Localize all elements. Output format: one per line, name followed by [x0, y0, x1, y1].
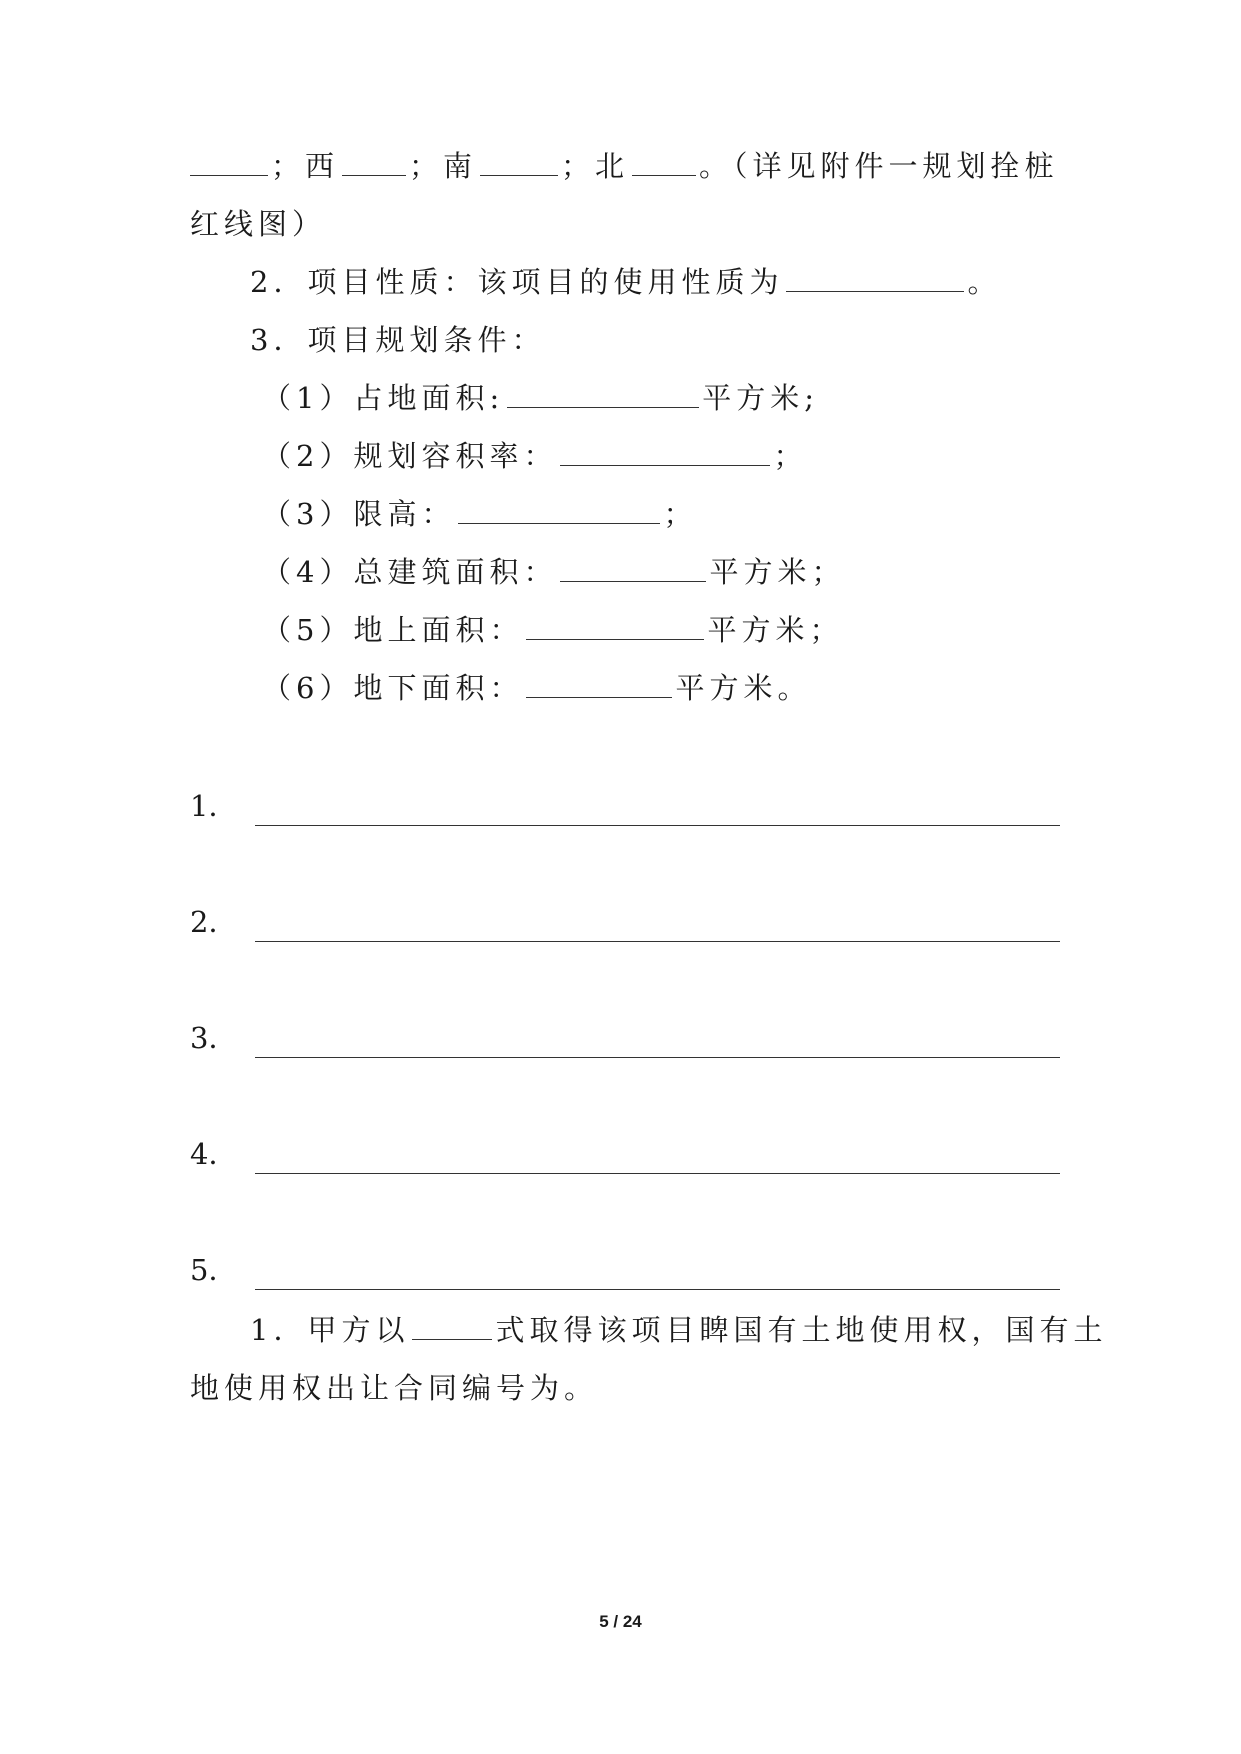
- fill-line: [255, 799, 1060, 826]
- planning-conditions-heading: 3．项目规划条件：: [250, 323, 546, 357]
- above-ground-line: [262, 610, 1132, 650]
- below-ground-blank: [526, 669, 672, 698]
- fill-line: [255, 1263, 1060, 1290]
- numbered-blank-1: [190, 786, 1060, 826]
- land-area-line: [262, 378, 1132, 418]
- east-blank: [190, 147, 268, 176]
- numbered-blank-2: [190, 902, 1060, 942]
- south-blank: [480, 147, 558, 176]
- land-area-blank: [507, 379, 699, 408]
- north-label: ；北: [561, 149, 630, 183]
- boundary-line: [190, 146, 1060, 186]
- height-limit-end: ；: [663, 497, 698, 531]
- land-use-text: 式取得该项目睥国有土地使用权，国有土: [495, 1313, 1108, 1347]
- north-blank: [632, 147, 696, 176]
- item-number: 4．: [190, 1137, 238, 1171]
- project-nature-end: 。: [967, 265, 1002, 299]
- redline-text: 红线图）: [190, 207, 327, 241]
- plot-ratio-end: ；: [773, 439, 808, 473]
- above-ground-label: （5）地上面积：: [262, 613, 524, 647]
- land-use-paragraph-line2: 地使用权出让合同编号为。: [190, 1371, 599, 1405]
- annex-reference: 。（详见附件一规划拴桩: [699, 149, 1059, 183]
- land-use-label: 1．甲方以: [250, 1313, 410, 1347]
- below-ground-unit: 平方米。: [675, 671, 812, 705]
- total-area-unit: 平方米；: [709, 555, 846, 589]
- land-use-paragraph-line1: [250, 1310, 1120, 1350]
- acquisition-method-blank: [412, 1311, 492, 1340]
- total-area-line: [262, 552, 1132, 592]
- project-nature-label: 2．项目性质：该项目的使用性质为: [250, 265, 784, 299]
- above-ground-blank: [526, 611, 704, 640]
- item-number: 1．: [190, 789, 238, 823]
- numbered-blank-5: [190, 1250, 1060, 1290]
- plot-ratio-label: （2）规划容积率：: [262, 439, 558, 473]
- numbered-blank-3: [190, 1018, 1060, 1058]
- above-ground-unit: 平方米；: [707, 613, 844, 647]
- item-number: 3．: [190, 1021, 238, 1055]
- page-number: 5 / 24: [599, 1612, 642, 1631]
- land-area-label: （1）占地面积:: [262, 381, 505, 415]
- height-limit-line: [262, 494, 1132, 534]
- west-blank: [342, 147, 406, 176]
- below-ground-label: （6）地下面积：: [262, 671, 524, 705]
- fill-line: [255, 1147, 1060, 1174]
- height-limit-label: （3）限高：: [262, 497, 456, 531]
- item-number: 2．: [190, 905, 238, 939]
- total-area-blank: [560, 553, 706, 582]
- fill-line: [255, 915, 1060, 942]
- project-nature-blank: [786, 263, 964, 292]
- height-limit-blank: [458, 495, 660, 524]
- numbered-blank-4: [190, 1134, 1060, 1174]
- west-label: ；西: [271, 149, 340, 183]
- total-area-label: （4）总建筑面积：: [262, 555, 558, 589]
- below-ground-line: [262, 668, 1132, 708]
- fill-line: [255, 1031, 1060, 1058]
- plot-ratio-blank: [560, 437, 770, 466]
- project-nature-line: [250, 262, 1120, 302]
- plot-ratio-line: [262, 436, 1132, 476]
- land-area-unit: 平方米;: [702, 381, 820, 415]
- south-label: ；南: [409, 149, 478, 183]
- item-number: 5．: [190, 1253, 238, 1287]
